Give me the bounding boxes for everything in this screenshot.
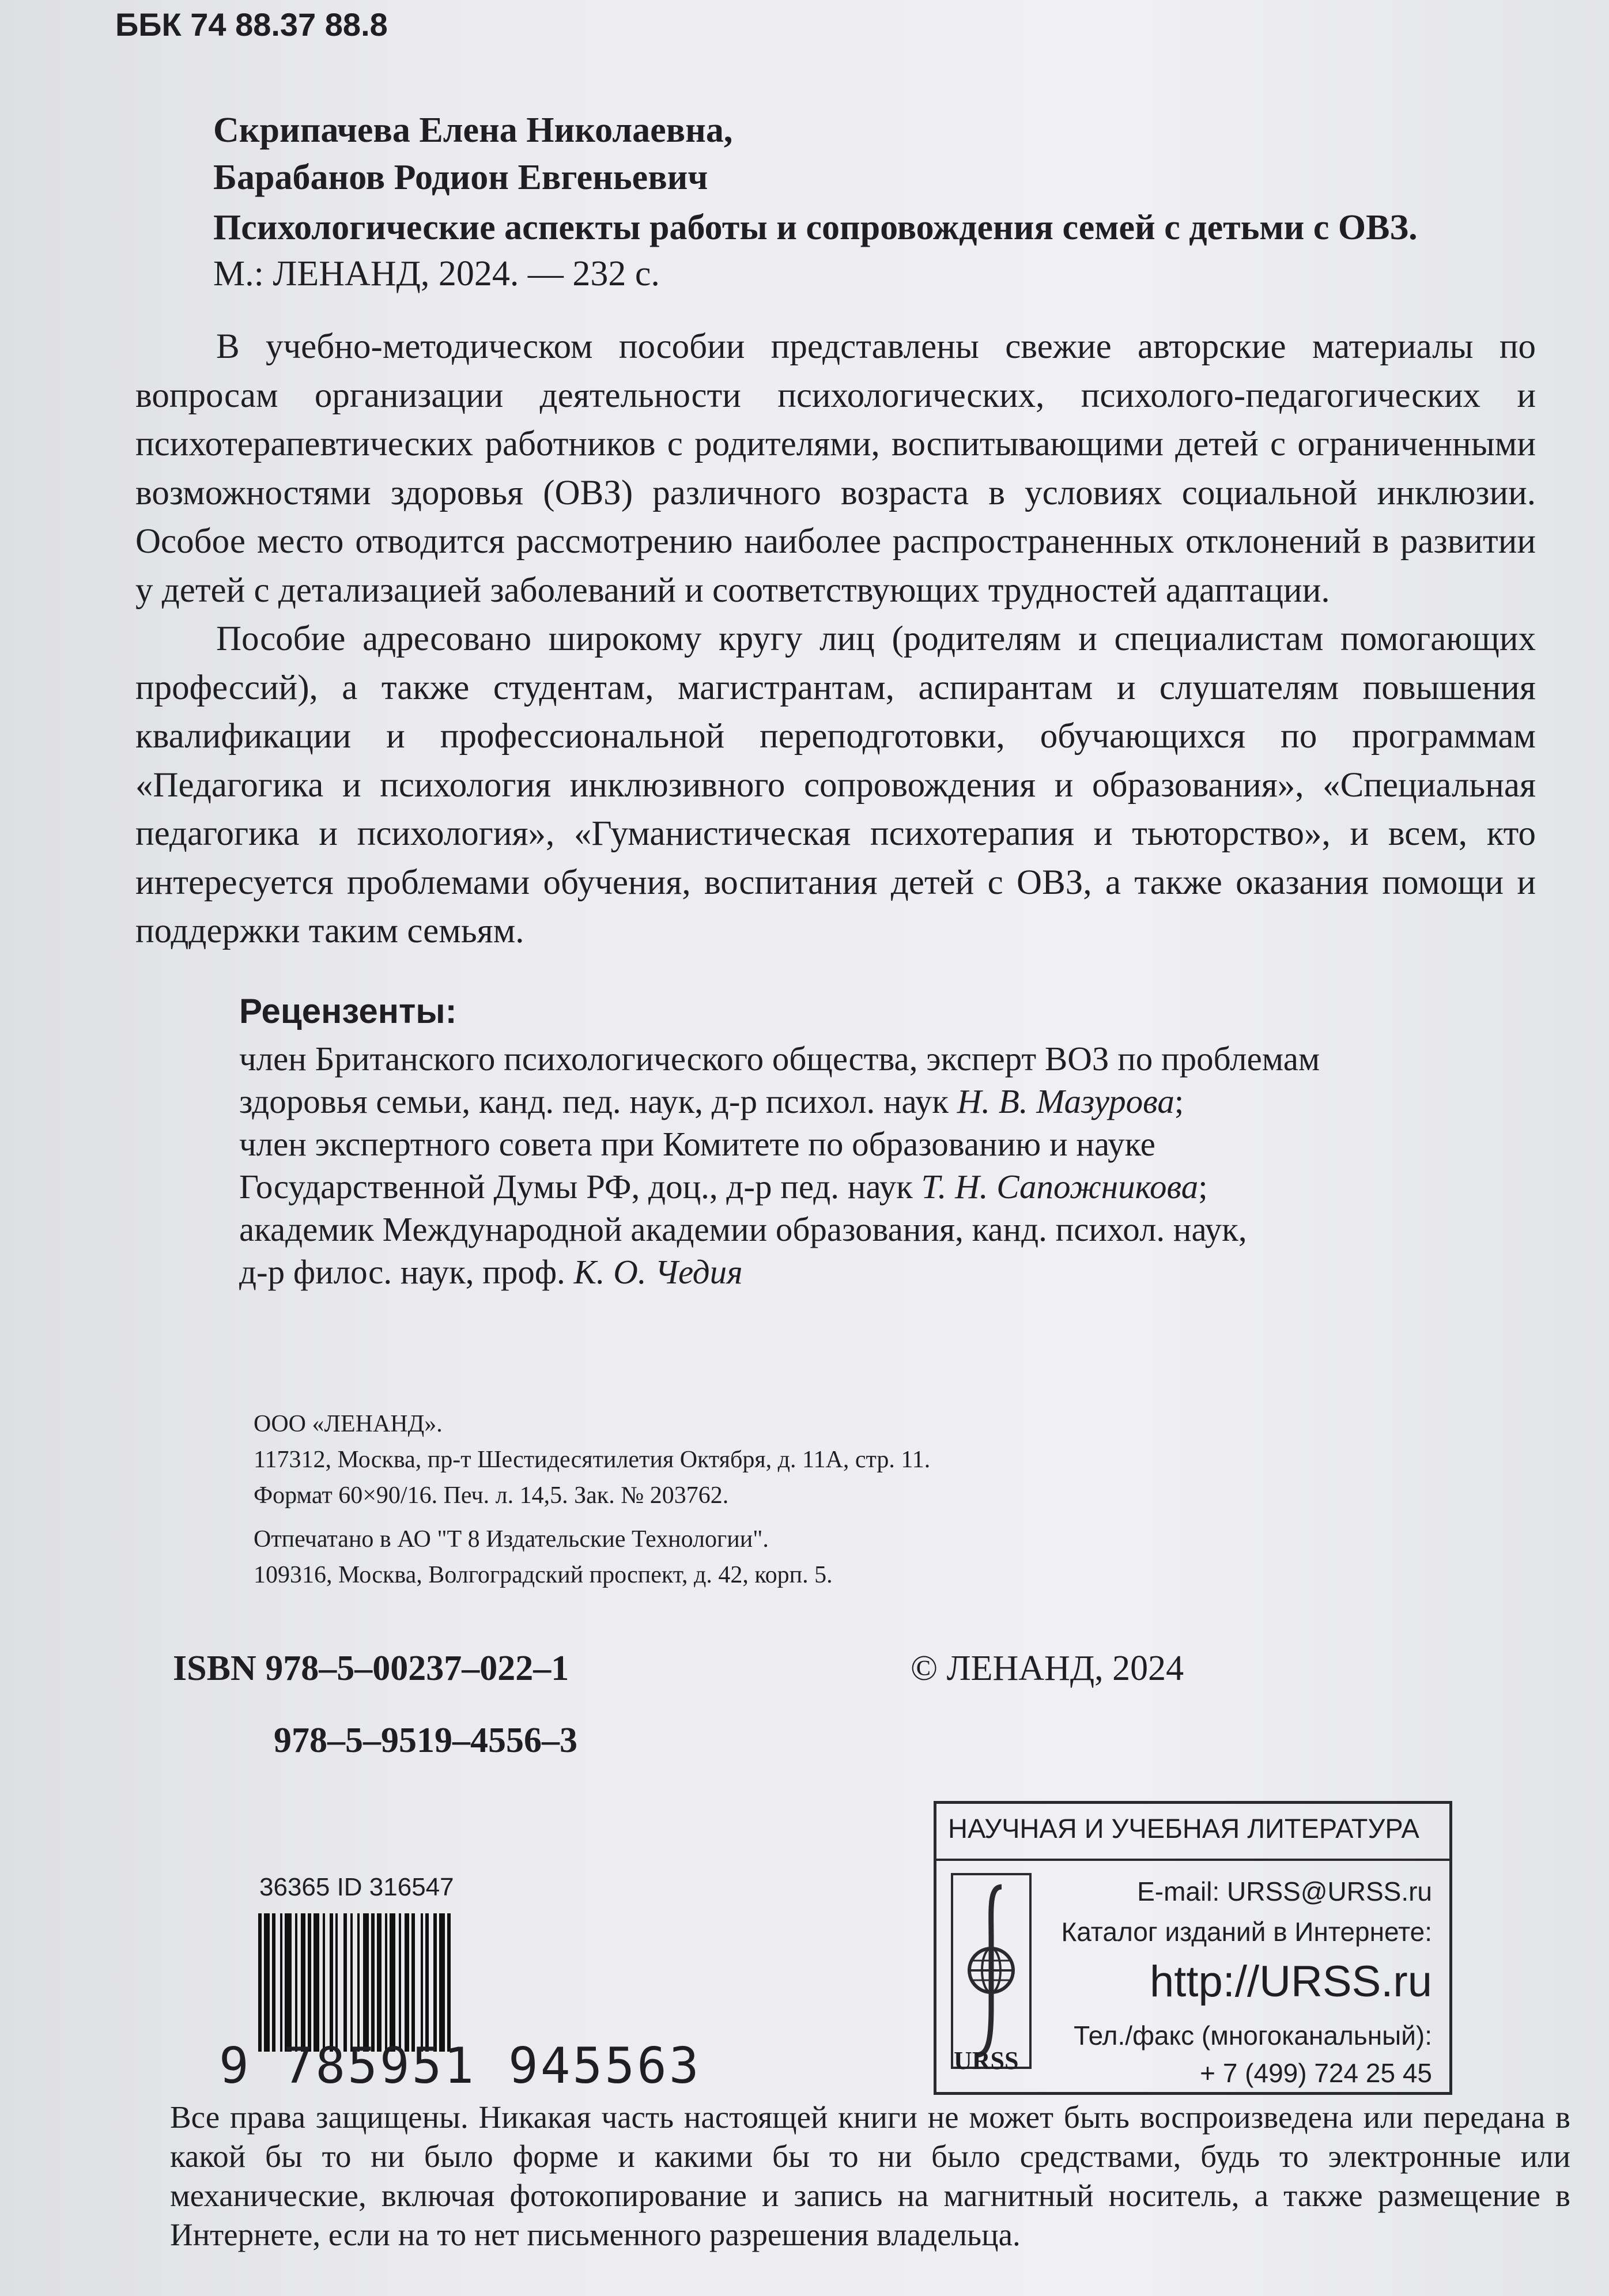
- reviewer-line-tail: ;: [1174, 1082, 1184, 1120]
- author-2: Барабанов Родион Евгеньевич: [213, 158, 708, 197]
- barcode-bar: [439, 1913, 445, 2052]
- imprint: М.: ЛЕНАНД, 2024. — 232 с.: [213, 254, 660, 293]
- reviewer-line-text: здоровья семьи, канд. пед. наук, д-р психол. наук: [239, 1082, 957, 1120]
- barcode-bar: [405, 1913, 409, 2052]
- reviewers-heading: Рецензенты:: [239, 992, 457, 1030]
- barcode-bar: [421, 1913, 423, 2052]
- barcode-bar: [357, 1913, 360, 2052]
- barcode-bar: [335, 1913, 338, 2052]
- reviewer-line: [239, 1208, 1565, 1251]
- reviewer-line: [239, 1123, 1565, 1165]
- barcode-bar: [330, 1913, 333, 2052]
- rights-notice: Все права защищены. Никакая часть настоящей книги не может быть воспроизведена или передана в какой бы то ни было форме и какими бы то ни было средствами, будь то электронные или механические, включая фотокопирование и запись на магнитный носитель, а также размещение в Интернете, если на то нет письменного разрешения владельца.: [170, 2099, 1570, 2252]
- reviewer-name: Н. В. Мазурова: [957, 1082, 1174, 1120]
- publisher-line: Формат 60×90/16. Печ. л. 14,5. Зак. № 203762.: [254, 1482, 729, 1509]
- barcode-bar: [411, 1913, 415, 2052]
- barcode-id: 36365 ID 316547: [259, 1873, 454, 1901]
- barcode-bar: [308, 1913, 311, 2052]
- barcode-bar: [285, 1913, 292, 2052]
- barcode-bar: [350, 1913, 353, 2052]
- reviewer-line-text: член Британского психологического общества, эксперт ВОЗ по проблемам: [239, 1040, 1320, 1078]
- abstract: [135, 323, 1536, 956]
- reviewer-line: [239, 1037, 1565, 1080]
- barcode-bar: [280, 1913, 282, 2052]
- reviewers-list: [239, 1037, 1565, 1293]
- author-1: Скрипачева Елена Николаевна,: [213, 111, 733, 150]
- barcode-bar: [258, 1913, 262, 2052]
- reviewer-line: [239, 1080, 1565, 1123]
- urss-logo-text: URSS: [954, 2046, 1019, 2075]
- authors: [213, 107, 732, 201]
- isbn-secondary: 978–5–9519–4556–3: [274, 1721, 577, 1760]
- barcode-bar: [363, 1913, 369, 2052]
- integral-globe-icon: [953, 1875, 1029, 2067]
- urss-info-box: [934, 1801, 1452, 2095]
- printer-line: 109316, Москва, Волгоградский проспект, д. 42, корп. 5.: [254, 1562, 833, 1588]
- barcode-bar: [323, 1913, 325, 2052]
- reviewer-line: [239, 1165, 1565, 1208]
- urss-logo-icon: [951, 1873, 1032, 2069]
- reviewer-line: [239, 1251, 1565, 1293]
- book-title: Психологические аспекты работы и сопровождения семей с детьми с ОВЗ.: [213, 208, 1418, 247]
- urss-phone: + 7 (499) 724 25 45: [1200, 2058, 1432, 2088]
- bbk-code: ББК 74 88.37 88.8: [115, 6, 388, 43]
- urss-email: E-mail: URSS@URSS.ru: [1137, 1876, 1432, 1906]
- barcode-bar: [314, 1913, 319, 2052]
- urss-title: НАУЧНАЯ И УЧЕБНАЯ ЛИТЕРАТУРА: [948, 1813, 1419, 1844]
- barcode-bar: [390, 1913, 395, 2052]
- barcode-bar: [425, 1913, 429, 2052]
- urss-phone-label: Тел./факс (многоканальный):: [1074, 2021, 1432, 2050]
- barcode-bar: [272, 1913, 275, 2052]
- reviewer-line-tail: ;: [1198, 1168, 1208, 1206]
- barcode-bar: [301, 1913, 305, 2052]
- publisher-line: 117312, Москва, пр-т Шестидесятилетия Октября, д. 11А, стр. 11.: [254, 1447, 931, 1473]
- printer-info: [254, 1521, 833, 1593]
- urss-divider: [936, 1859, 1449, 1861]
- barcode-digits: 9 785951 945563: [219, 2037, 701, 2095]
- barcode-bar: [433, 1913, 437, 2052]
- barcode-bar: [377, 1913, 382, 2052]
- publisher-line: ООО «ЛЕНАНД».: [254, 1411, 443, 1437]
- urss-catalog-label: Каталог изданий в Интернете:: [1061, 1917, 1432, 1947]
- abstract-paragraph-2: Пособие адресовано широкому кругу лиц (родителям и специалистам помогающих профессий), а также студентам, магистрантам, аспирантам и слушателям повышения квалификации и профессиональной переподготовки, обучающихся по программам «Педагогика и психология инклюзивного сопровождения и образования», «Специальная педагогика и психология», «Гуманистическая психотерапия и тьюторство», и всем, кто интересуется проблемами обучения, воспитания детей с ОВЗ, а также оказания помощи и поддержки таким семьям.: [135, 620, 1536, 950]
- abstract-paragraph-1: В учебно-методическом пособии представлены свежие авторские материалы по вопросам организации деятельности психологических, психолого-педагогических и психотерапевтических работников с родителями, воспитывающими детей с ограниченными возможностями здоровья (ОВЗ) различного возраста в условиях социальной инклюзии. Особое место отводится рассмотрению наиболее распространенных отклонений в развитии у детей с детализацией заболеваний и соответствующих трудностей адаптации.: [135, 327, 1536, 610]
- reviewer-line-text: член экспертного совета при Комитете по образованию и науке: [239, 1125, 1155, 1163]
- publisher-info: [254, 1406, 930, 1513]
- reviewer-name: К. О. Чедия: [573, 1253, 743, 1291]
- urss-url: http://URSS.ru: [1150, 1957, 1432, 2006]
- barcode-bar: [343, 1913, 347, 2052]
- barcode-bar: [295, 1913, 297, 2052]
- copyright-notice: © ЛЕНАНД, 2024: [911, 1649, 1184, 1688]
- reviewer-line-text: академик Международной академии образования, канд. психол. наук,: [239, 1210, 1247, 1248]
- barcode-icon: [254, 1913, 645, 2052]
- reviewer-line-text: д-р филос. наук, проф.: [239, 1253, 574, 1291]
- printer-line: Отпечатано в АО "Т 8 Издательские Технологии".: [254, 1526, 769, 1553]
- reviewer-name: Т. Н. Сапожникова: [921, 1168, 1199, 1206]
- barcode-bar: [447, 1913, 451, 2052]
- reviewer-line-text: Государственной Думы РФ, доц., д-р пед. наук: [239, 1168, 921, 1206]
- barcode-bar: [399, 1913, 401, 2052]
- isbn-primary: ISBN 978–5–00237–022–1: [173, 1649, 569, 1688]
- barcode-bar: [264, 1913, 270, 2052]
- barcode-bar: [371, 1913, 375, 2052]
- barcode-bar: [385, 1913, 387, 2052]
